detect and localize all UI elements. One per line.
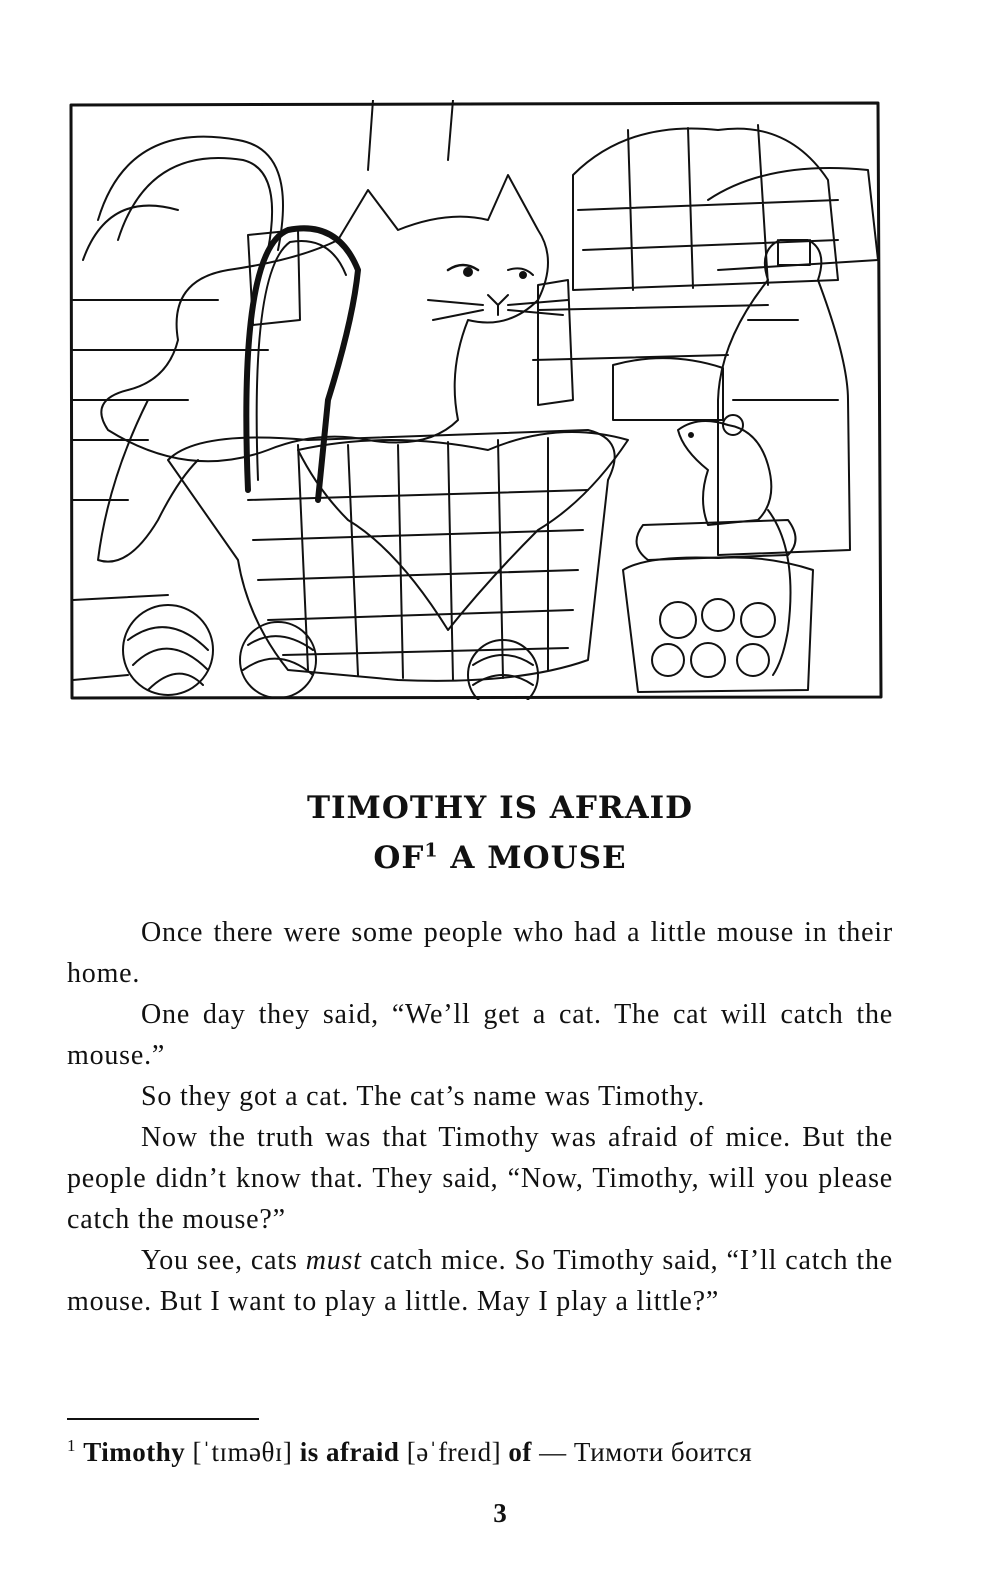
footnote-ipa-timothy: [ˈtɪməθɪ] bbox=[185, 1437, 300, 1467]
paragraph-1: Once there were some people who had a little mouse in their home. bbox=[67, 917, 893, 989]
paragraph-5-start: You see, cats bbox=[141, 1245, 306, 1276]
footnote-term-is-afraid: is afraid bbox=[299, 1437, 400, 1467]
title-footnote-mark: 1 bbox=[424, 839, 439, 862]
paragraph-4: Now the truth was that Timothy was afraid of mice. But the people didn’t know that. They said, “Now, Timothy, will you please catch the mouse?” bbox=[67, 1122, 893, 1235]
cat-mouse-illustration bbox=[68, 100, 885, 700]
footnote-translation: — Тимоти боится bbox=[531, 1437, 753, 1467]
paragraph-5-end: catch mice. So Timothy said, “I’ll catch the mouse. But I want to play a little. May I play a little?” bbox=[67, 1245, 893, 1317]
title-word-of: OF bbox=[373, 840, 425, 876]
footnote-ipa-afraid: [əˈfreɪd] bbox=[399, 1437, 509, 1467]
footnote-term-of: of bbox=[508, 1437, 532, 1467]
page-number: 3 bbox=[493, 1498, 507, 1528]
footnote bbox=[67, 1432, 893, 1472]
paragraph-2: One day they said, “We’ll get a cat. The cat will catch the mouse.” bbox=[67, 999, 893, 1071]
footnote-mark: 1 bbox=[67, 1436, 76, 1455]
paragraph-5-emphasis: must bbox=[305, 1245, 362, 1276]
story-body bbox=[67, 912, 893, 1322]
title-word-rest: A MOUSE bbox=[450, 840, 627, 876]
title-line-1: TIMOTHY IS AFRAID bbox=[306, 790, 694, 826]
footnote-term-timothy: Timothy bbox=[83, 1437, 186, 1467]
footnote-divider bbox=[67, 1418, 259, 1420]
paragraph-3: So they got a cat. The cat’s name was Timothy. bbox=[141, 1081, 706, 1112]
title-line-2 bbox=[0, 833, 1000, 883]
paragraph-5 bbox=[67, 1240, 893, 1322]
story-title bbox=[0, 783, 1000, 883]
